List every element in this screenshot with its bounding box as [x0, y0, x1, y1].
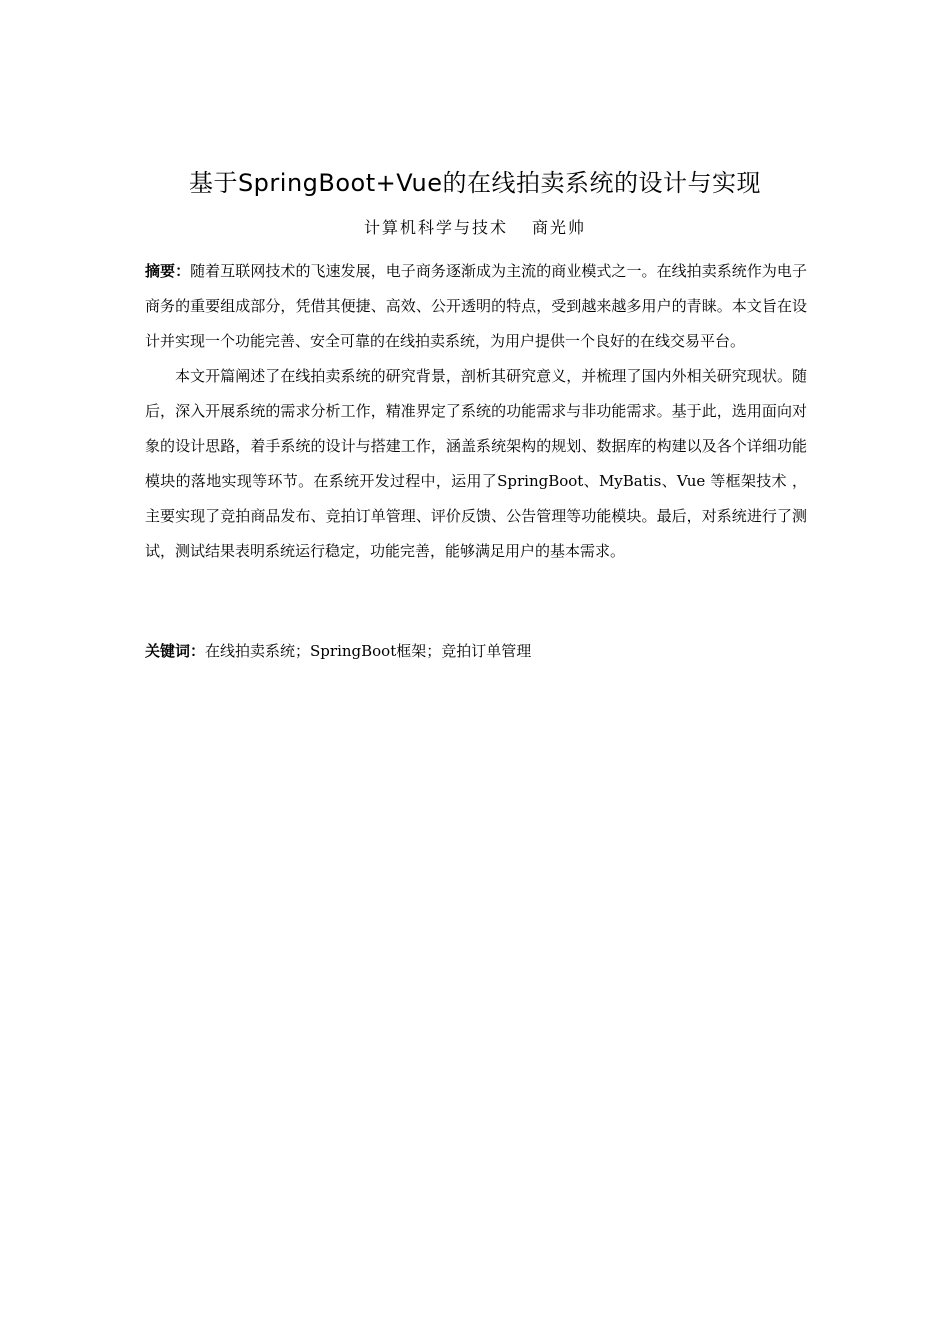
- abstract-section: [145, 254, 807, 569]
- author-name: 商光帅: [532, 218, 587, 237]
- keywords-text: 在线拍卖系统；SpringBoot框架；竞拍订单管理: [205, 642, 532, 660]
- byline: [0, 215, 950, 241]
- paper-title: 基于SpringBoot+Vue的在线拍卖系统的设计与实现: [188, 169, 762, 197]
- abstract-label: 摘要：: [145, 262, 191, 280]
- abstract-paragraph-2: 本文开篇阐述了在线拍卖系统的研究背景，剖析其研究意义，并梳理了国内外相关研究现状。随后，深入开展系统的需求分析工作，精准界定了系统的功能需求与非功能需求。基于此，选用面向对象的设计思路，着手系统的设计与搭建工作，涵盖系统架构的规划、数据库的构建以及各个详细功能模块的落地实现等环节。在系统开发过程中，运用了SpringBoot、MyBatis、Vue 等框架技术 ，主要实现了竞拍商品发布、竞拍订单管理、评价反馈、公告管理等功能模块。最后，对系统进行了测试，测试结果表明系统运行稳定，功能完善，能够满足用户的基本需求。: [145, 367, 807, 560]
- abstract-text-1: 随着互联网技术的飞速发展，电子商务逐渐成为主流的商业模式之一。在线拍卖系统作为电子商务的重要组成部分，凭借其便捷、高效、公开透明的特点，受到越来越多用户的青睐。本文旨在设计并实现一个功能完善、安全可靠的在线拍卖系统，为用户提供一个良好的在线交易平台。: [145, 262, 807, 350]
- keywords-section: [145, 634, 807, 669]
- author-major: 计算机科学与技术: [363, 218, 508, 237]
- abstract-paragraph-1: [145, 254, 807, 359]
- keywords-label: 关键词：: [145, 642, 206, 660]
